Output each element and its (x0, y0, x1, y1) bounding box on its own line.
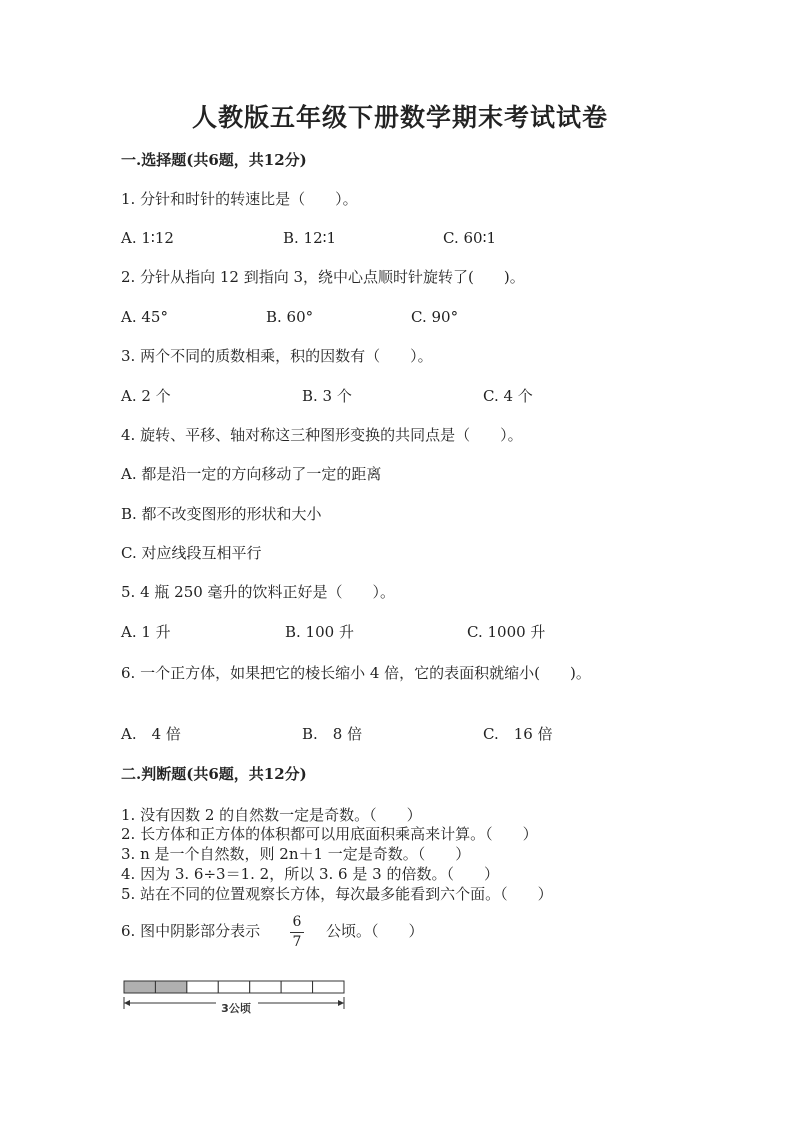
judge-item-6-suffix: 公顷。（ ） (326, 922, 424, 940)
shaded-segment (124, 981, 155, 993)
q1-option-b: B. 12∶1 (283, 229, 337, 247)
judge-item-3: 3. n 是一个自然数，则 2n＋1 一定是奇数。（ ） (121, 845, 471, 863)
question-6: 6. 一个正方体，如果把它的棱长缩小 4 倍，它的表面积就缩小( )。 (121, 664, 591, 682)
empty-segment (218, 981, 249, 993)
empty-segment (281, 981, 312, 993)
fraction-bar (290, 932, 304, 933)
section-heading-choice: 一.选择题(共6题，共12分) (121, 151, 307, 169)
q6-option-a: A. 4 倍 (121, 725, 181, 743)
question-5: 5. 4 瓶 250 毫升的饮料正好是（ ）。 (121, 583, 396, 601)
q2-option-c: C. 90° (411, 308, 459, 326)
q5-option-c: C. 1000 升 (467, 623, 546, 641)
q2-option-a: A. 45° (121, 308, 168, 326)
judge-item-2: 2. 长方体和正方体的体积都可以用底面积乘高来计算。（ ） (121, 825, 538, 843)
judge-item-6-prefix: 6. 图中阴影部分表示 (121, 922, 261, 940)
area-diagram (118, 975, 350, 1025)
question-3: 3. 两个不同的质数相乘，积的因数有（ ）。 (121, 347, 433, 365)
fraction-denominator: 7 (292, 934, 302, 950)
question-2: 2. 分针从指向 12 到指向 3，绕中心点顺时针旋转了( )。 (121, 268, 525, 286)
q1-option-a: A. 1∶12 (121, 229, 174, 247)
q4-option-b: B. 都不改变图形的形状和大小 (121, 505, 322, 523)
judge-item-4: 4. 因为 3. 6÷3＝1. 2，所以 3. 6 是 3 的倍数。（ ） (121, 865, 499, 883)
section-heading-judge: 二.判断题(共6题，共12分) (121, 765, 307, 783)
empty-segment (250, 981, 281, 993)
page-title: 人教版五年级下册数学期末考试试卷 (191, 103, 608, 132)
diagram-label: 3公顷 (221, 1002, 251, 1015)
q6-option-c: C. 16 倍 (483, 725, 553, 743)
q4-option-a: A. 都是沿一定的方向移动了一定的距离 (121, 465, 382, 483)
question-1: 1. 分针和时针的转速比是（ ）。 (121, 190, 358, 208)
q6-option-b: B. 8 倍 (302, 725, 363, 743)
q3-option-a: A. 2 个 (121, 387, 171, 405)
shaded-segment (155, 981, 186, 993)
q5-option-b: B. 100 升 (285, 623, 354, 641)
empty-segment (187, 981, 218, 993)
diagram-segments (124, 981, 344, 993)
question-4: 4. 旋转、平移、轴对称这三种图形变换的共同点是（ ）。 (121, 426, 523, 444)
q1-option-c: C. 60∶1 (443, 229, 497, 247)
q4-option-c: C. 对应线段互相平行 (121, 544, 262, 562)
arrow-right (338, 1000, 344, 1006)
judge-item-5: 5. 站在不同的位置观察长方体，每次最多能看到六个面。（ ） (121, 885, 553, 903)
q2-option-b: B. 60° (266, 308, 314, 326)
judge-item-1: 1. 没有因数 2 的自然数一定是奇数。（ ） (121, 806, 422, 824)
fraction-numerator: 6 (292, 914, 302, 930)
q3-option-b: B. 3 个 (302, 387, 352, 405)
q5-option-a: A. 1 升 (121, 623, 171, 641)
fraction (288, 914, 306, 951)
empty-segment (313, 981, 344, 993)
q3-option-c: C. 4 个 (483, 387, 533, 405)
arrow-left (124, 1000, 130, 1006)
